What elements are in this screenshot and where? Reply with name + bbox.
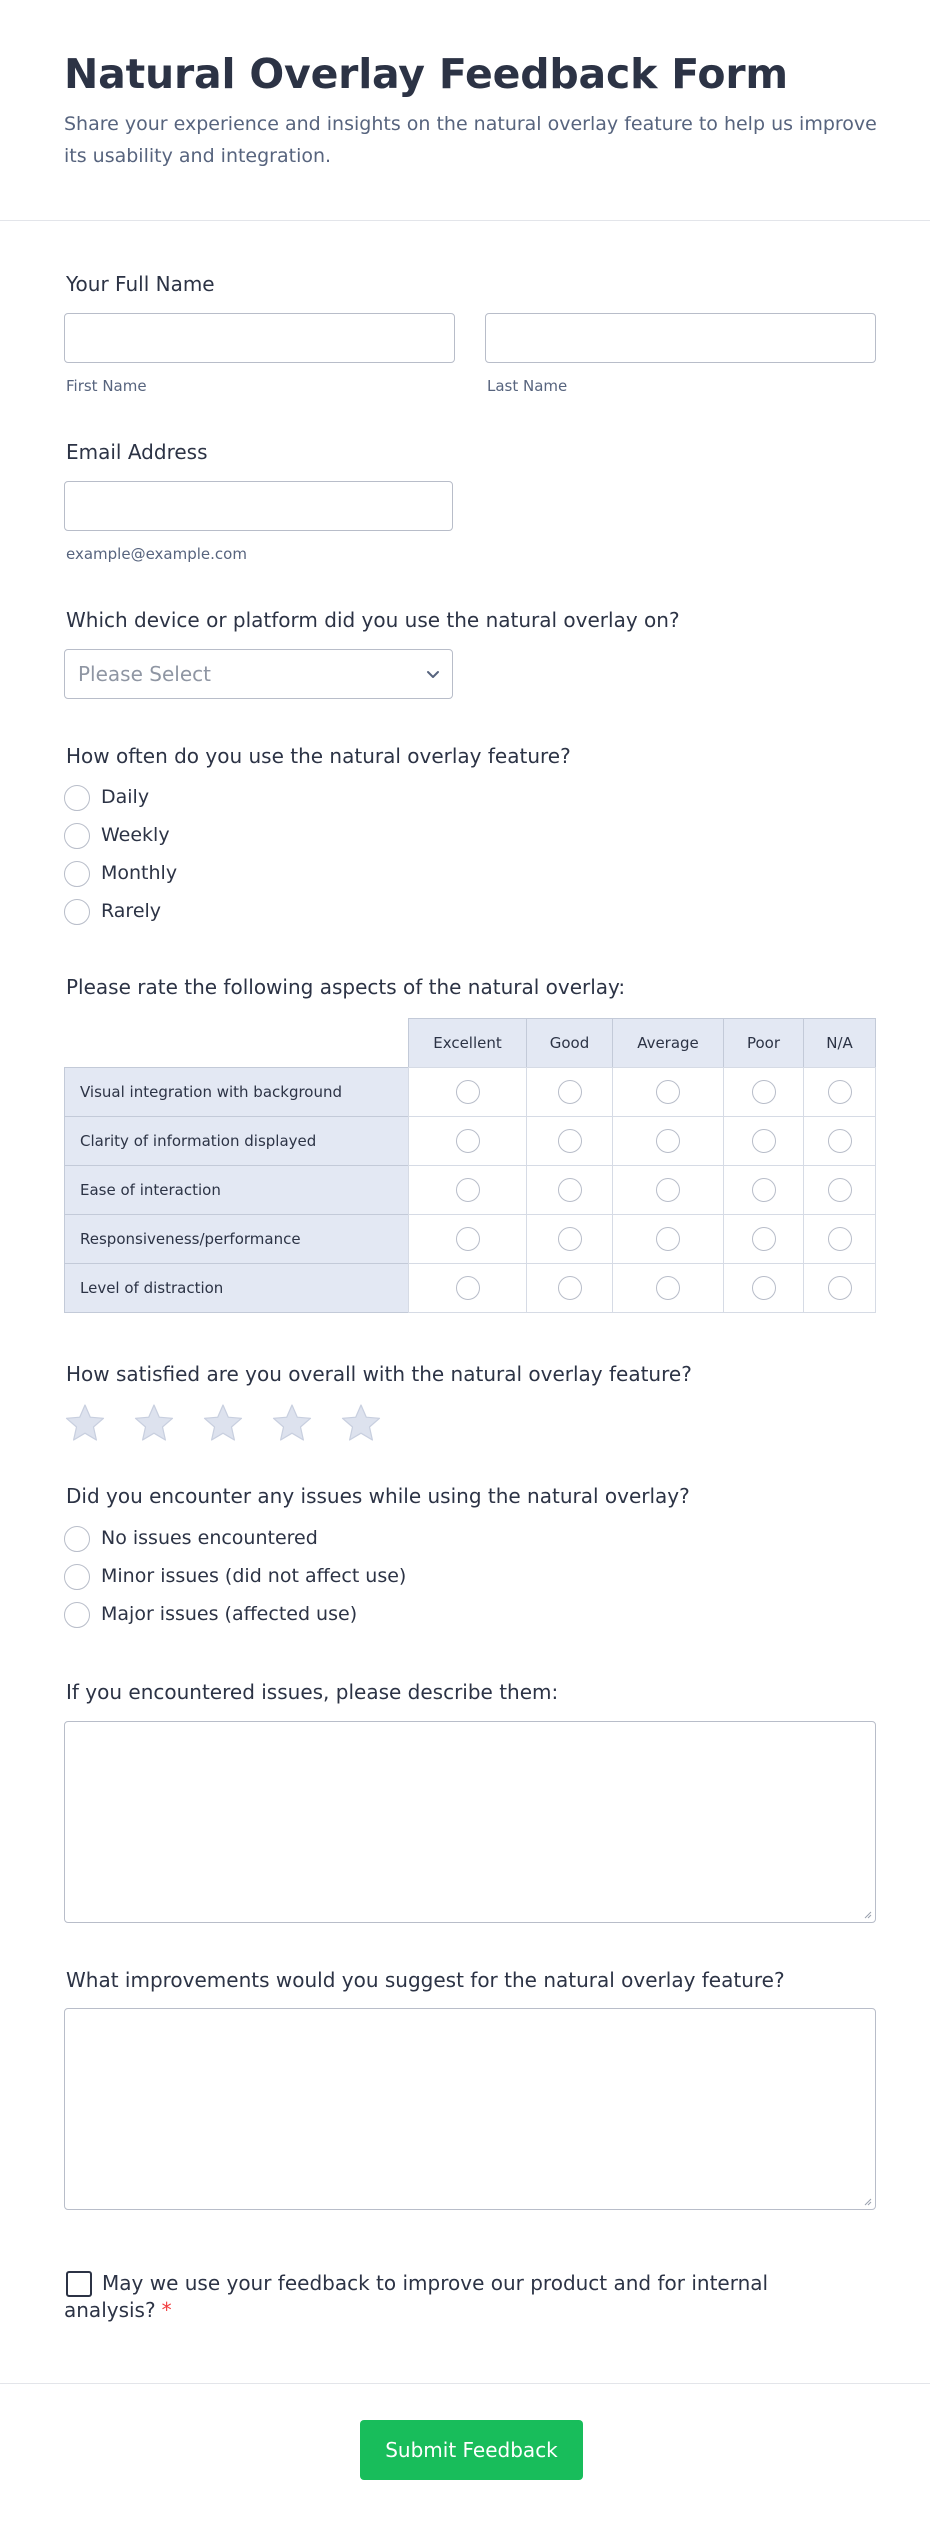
first-name-sublabel: First Name: [66, 377, 147, 395]
radio-button[interactable]: [558, 1276, 582, 1300]
radio-button[interactable]: [456, 1276, 480, 1300]
star-icon[interactable]: [64, 1402, 106, 1444]
radio-button[interactable]: [456, 1178, 480, 1202]
email-input[interactable]: [64, 481, 453, 531]
matrix-cell[interactable]: [612, 1263, 724, 1313]
radio-button[interactable]: [558, 1227, 582, 1251]
required-mark: *: [161, 2298, 172, 2322]
radio-button[interactable]: [558, 1178, 582, 1202]
matrix-cell[interactable]: [723, 1165, 804, 1215]
radio-button[interactable]: [64, 785, 90, 811]
matrix-cell[interactable]: [526, 1165, 613, 1215]
matrix-cell[interactable]: [526, 1263, 613, 1313]
radio-button[interactable]: [828, 1227, 852, 1251]
matrix-cell[interactable]: [408, 1214, 527, 1264]
radio-button[interactable]: [558, 1080, 582, 1104]
radio-button[interactable]: [64, 1526, 90, 1552]
matrix-column-header: N/A: [803, 1018, 876, 1068]
matrix-cell[interactable]: [803, 1067, 876, 1117]
frequency-option-label: Weekly: [101, 824, 170, 846]
radio-button[interactable]: [656, 1178, 680, 1202]
matrix-row-label: Level of distraction: [64, 1263, 409, 1313]
form-header: [0, 0, 930, 221]
radio-button[interactable]: [656, 1129, 680, 1153]
full-name-label: Your Full Name: [66, 272, 215, 296]
submit-button[interactable]: Submit Feedback: [360, 2420, 583, 2480]
consent-label-wrap: [64, 2270, 824, 2324]
radio-button[interactable]: [752, 1080, 776, 1104]
radio-button[interactable]: [828, 1276, 852, 1300]
matrix-cell[interactable]: [408, 1067, 527, 1117]
matrix-cell[interactable]: [612, 1214, 724, 1264]
matrix-row-label: Clarity of information displayed: [64, 1116, 409, 1166]
matrix-cell[interactable]: [723, 1214, 804, 1264]
matrix-cell[interactable]: [803, 1214, 876, 1264]
matrix-cell[interactable]: [803, 1263, 876, 1313]
first-name-input[interactable]: [64, 313, 455, 363]
matrix-cell[interactable]: [612, 1165, 724, 1215]
page-subtitle: Share your experience and insights on the natural overlay feature to help us improve its usability and integration.: [64, 113, 877, 167]
matrix-cell[interactable]: [526, 1214, 613, 1264]
star-icon[interactable]: [271, 1402, 313, 1444]
radio-button[interactable]: [456, 1080, 480, 1104]
radio-button[interactable]: [558, 1129, 582, 1153]
radio-button[interactable]: [656, 1227, 680, 1251]
improvements-label: What improvements would you suggest for the natural overlay feature?: [66, 1968, 785, 1992]
matrix-column-header: Average: [612, 1018, 724, 1068]
matrix-cell[interactable]: [612, 1067, 724, 1117]
radio-button[interactable]: [456, 1227, 480, 1251]
radio-button[interactable]: [828, 1080, 852, 1104]
matrix-cell[interactable]: [526, 1116, 613, 1166]
frequency-option-label: Rarely: [101, 900, 162, 922]
radio-button[interactable]: [752, 1227, 776, 1251]
radio-button[interactable]: [64, 899, 90, 925]
improvements-textarea[interactable]: [64, 2008, 876, 2210]
radio-button[interactable]: [456, 1129, 480, 1153]
radio-button[interactable]: [752, 1129, 776, 1153]
matrix-cell[interactable]: [723, 1067, 804, 1117]
frequency-option-label: Monthly: [101, 862, 178, 884]
radio-button[interactable]: [656, 1276, 680, 1300]
device-select-placeholder: Please Select: [78, 662, 211, 686]
matrix-cell[interactable]: [526, 1067, 613, 1117]
star-icon[interactable]: [202, 1402, 244, 1444]
matrix-row-label: Responsiveness/performance: [64, 1214, 409, 1264]
matrix-cell[interactable]: [408, 1165, 527, 1215]
matrix-column-header: Poor: [723, 1018, 804, 1068]
email-label: Email Address: [66, 440, 208, 464]
radio-button[interactable]: [64, 861, 90, 887]
last-name-input[interactable]: [485, 313, 876, 363]
issues-option-label: No issues encountered: [101, 1527, 318, 1549]
frequency-option-label: Daily: [101, 786, 150, 808]
resize-grip-icon[interactable]: [862, 2196, 872, 2206]
page-title: Natural Overlay Feedback Form: [64, 50, 788, 98]
star-icon[interactable]: [340, 1402, 382, 1444]
rating-matrix: [64, 1018, 876, 1318]
matrix-row-label: Ease of interaction: [64, 1165, 409, 1215]
matrix-cell[interactable]: [723, 1116, 804, 1166]
radio-button[interactable]: [828, 1129, 852, 1153]
matrix-cell[interactable]: [612, 1116, 724, 1166]
chevron-down-icon: [424, 665, 442, 683]
issues-description-textarea[interactable]: [64, 1721, 876, 1923]
resize-grip-icon[interactable]: [862, 1909, 872, 1919]
issues-description-label: If you encountered issues, please describe them:: [66, 1680, 559, 1704]
last-name-sublabel: Last Name: [487, 377, 568, 395]
issues-option-label: Major issues (affected use): [101, 1603, 358, 1625]
satisfaction-label: How satisfied are you overall with the natural overlay feature?: [66, 1362, 692, 1386]
matrix-column-header: Excellent: [408, 1018, 527, 1068]
device-label: Which device or platform did you use the natural overlay on?: [66, 608, 680, 632]
matrix-cell[interactable]: [408, 1116, 527, 1166]
footer-divider: [0, 2383, 930, 2384]
radio-button[interactable]: [752, 1178, 776, 1202]
radio-button[interactable]: [828, 1178, 852, 1202]
radio-button[interactable]: [64, 1564, 90, 1590]
consent-label: May we use your feedback to improve our product and for internal analysis?: [64, 2271, 769, 2322]
radio-button[interactable]: [752, 1276, 776, 1300]
issues-label: Did you encounter any issues while using the natural overlay?: [66, 1484, 690, 1508]
star-icon[interactable]: [133, 1402, 175, 1444]
matrix-cell[interactable]: [723, 1263, 804, 1313]
frequency-label: How often do you use the natural overlay feature?: [66, 744, 571, 768]
radio-button[interactable]: [656, 1080, 680, 1104]
matrix-cell[interactable]: [408, 1263, 527, 1313]
email-sublabel: example@example.com: [66, 545, 247, 563]
issues-option-label: Minor issues (did not affect use): [101, 1565, 407, 1587]
matrix-cell[interactable]: [803, 1165, 876, 1215]
device-select[interactable]: [64, 649, 453, 699]
rating-matrix-label: Please rate the following aspects of the natural overlay:: [66, 975, 626, 999]
radio-button[interactable]: [64, 823, 90, 849]
matrix-column-header: Good: [526, 1018, 613, 1068]
matrix-cell[interactable]: [803, 1116, 876, 1166]
radio-button[interactable]: [64, 1602, 90, 1628]
matrix-row-label: Visual integration with background: [64, 1067, 409, 1117]
